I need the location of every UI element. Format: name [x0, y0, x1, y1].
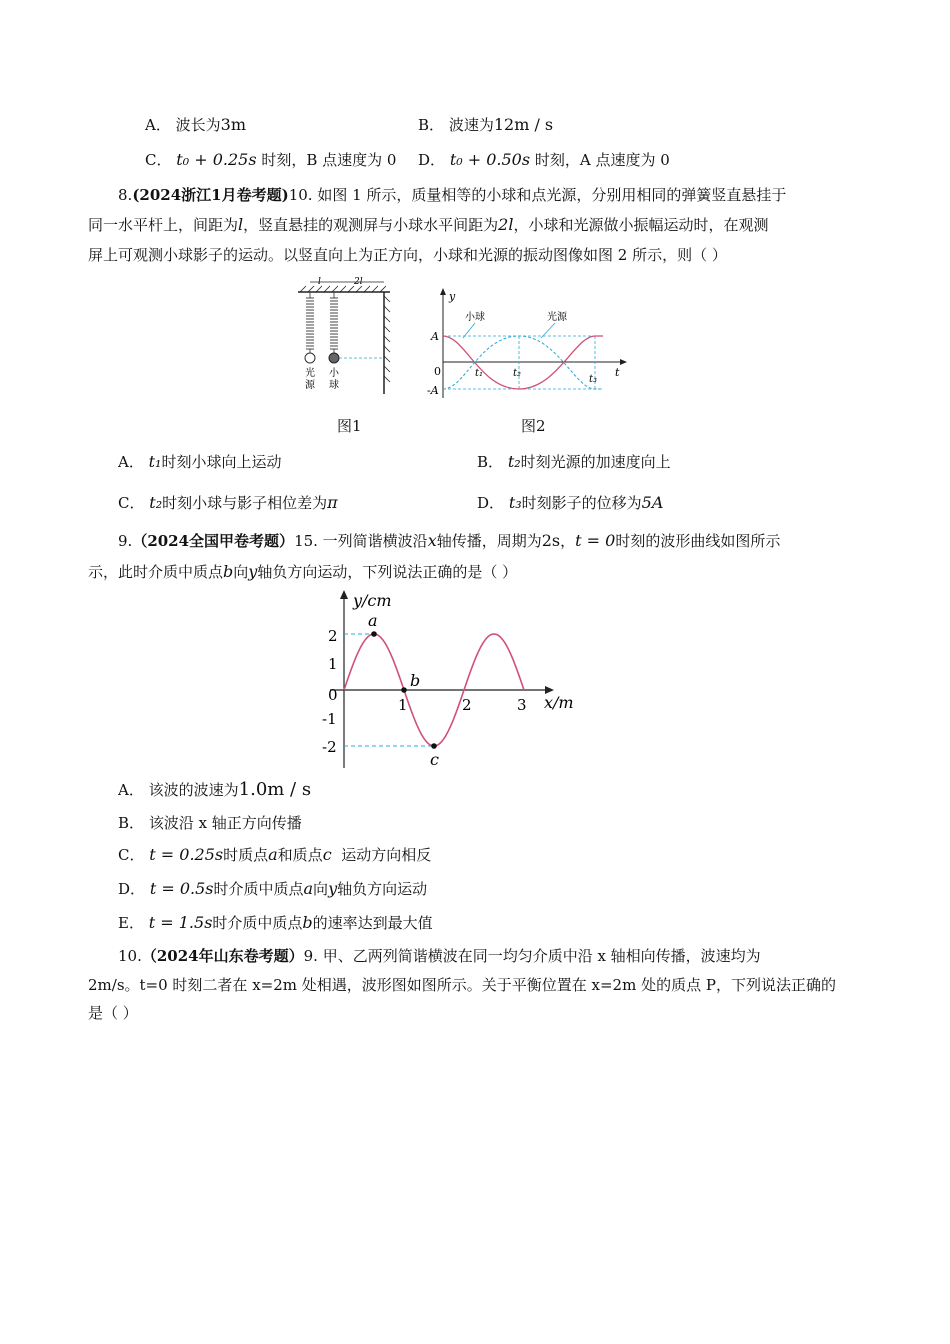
q9-option-c[interactable]	[118, 844, 431, 866]
x-tick-2: 2	[462, 696, 472, 714]
option-math: y	[328, 879, 338, 898]
option-text: 波长为	[175, 116, 221, 134]
option-text: 时质点	[223, 846, 269, 864]
t3-label: t₃	[589, 374, 598, 385]
option-label: A．	[118, 781, 144, 799]
question-source: （2024全国甲卷考题）	[132, 532, 295, 550]
stem-text: 是（ ）	[88, 1004, 138, 1022]
option-label: A．	[145, 116, 171, 134]
stem-text: 时刻的波形曲线如图所示	[615, 532, 781, 550]
spring-right	[330, 292, 338, 354]
caption-text: 图2	[521, 417, 546, 435]
question-number: 10.	[118, 947, 142, 965]
stem-math: b	[223, 562, 234, 581]
option-value: 1.0m / s	[238, 779, 312, 800]
option-text: 运动方向相反	[341, 846, 432, 864]
q9-option-b[interactable]	[118, 812, 302, 834]
point-a-label: a	[368, 611, 378, 630]
stem-text: 同一水平杆上，间距为	[88, 216, 239, 234]
q9-stem-line2	[88, 561, 517, 583]
stem-text: 向	[233, 563, 249, 581]
stem-math: y	[248, 562, 258, 581]
y-axis-label: y/cm	[353, 591, 392, 610]
ball-label-1: 小	[329, 368, 339, 379]
option-text: 时刻，A 点速度为 0	[534, 151, 670, 169]
q8-figure2-caption	[521, 415, 546, 437]
option-text: 时介质中质点	[212, 914, 303, 932]
y-tick-0: 0	[328, 686, 338, 704]
q8-figure-2	[425, 286, 635, 406]
option-text: 该波沿 x 轴正方向传播	[148, 814, 302, 832]
option-value: π	[327, 493, 338, 512]
x-tick-1: 1	[398, 696, 408, 714]
q9-option-a[interactable]	[118, 779, 311, 801]
stem-text: 轴传播，周期为	[436, 532, 542, 550]
option-text: 时刻，B 点速度为 0	[261, 151, 397, 169]
option-math: t₃	[508, 493, 522, 512]
light-label-1: 光	[305, 368, 315, 379]
option-math: a	[303, 879, 314, 898]
y-axis-label: y	[449, 290, 456, 303]
option-math: t₀ + 0.50s	[449, 150, 531, 169]
ball-circle	[329, 353, 339, 363]
neg-amplitude-label: -A	[427, 384, 439, 397]
option-math: c	[322, 845, 332, 864]
q7-option-a[interactable]	[145, 114, 246, 136]
y-tick-neg2: -2	[322, 738, 337, 756]
stem-math: x	[427, 531, 437, 550]
q7-option-c[interactable]	[145, 149, 396, 171]
point-b	[401, 687, 407, 693]
option-label: B．	[418, 116, 445, 134]
q10-stem-line3	[88, 1002, 138, 1024]
light-label-2: 源	[305, 380, 315, 391]
x-axis-label: x/m	[544, 693, 574, 712]
question-number: 9.	[118, 532, 133, 550]
q7-option-b[interactable]	[418, 114, 553, 136]
ball-curve-label: 小球	[465, 312, 485, 323]
y-tick-neg1: -1	[322, 710, 337, 728]
option-value: 3m	[220, 115, 246, 134]
question-source: (2024浙江1月卷考题)	[132, 186, 289, 204]
stem-text: ，	[560, 532, 576, 550]
option-text: 时刻影子的位移为	[521, 494, 642, 512]
q8-option-b[interactable]	[477, 451, 671, 473]
option-text: 时刻小球向上运动	[161, 453, 282, 471]
point-c	[431, 743, 437, 749]
amplitude-label: A	[431, 330, 439, 343]
stem-math: l	[238, 215, 244, 234]
option-text: 的速率达到最大值	[312, 914, 433, 932]
t-axis-label: t	[615, 366, 620, 379]
q7-option-d[interactable]	[418, 149, 670, 171]
q8-figure-1	[290, 276, 400, 401]
t1-label: t₁	[475, 368, 484, 379]
point-c-label: c	[430, 750, 439, 769]
stem-math: 2l	[498, 215, 514, 234]
q8-option-d[interactable]	[477, 492, 663, 514]
point-a	[371, 631, 377, 637]
q8-option-a[interactable]	[118, 451, 281, 473]
option-math: t = 0.5s	[149, 879, 214, 898]
dimension-l-label: l	[318, 277, 321, 287]
option-label: C．	[118, 846, 145, 864]
option-math: b	[302, 913, 313, 932]
stem-text: 2m/s。t=0 时刻二者在 x=2m 处相遇，波形图如图所示。关于平衡位置在 x=2m 处的质点 P，下列说法正确的	[88, 976, 836, 994]
origin-label: 0	[434, 365, 441, 378]
option-label: B．	[477, 453, 504, 471]
q10-stem-line1	[118, 945, 761, 967]
option-text: 时刻光源的加速度向上	[520, 453, 671, 471]
stem-math: t = 0	[575, 531, 616, 550]
option-value: 12m / s	[493, 115, 554, 134]
stem-text: 屏上可观测小球影子的运动。以竖直向上为正方向，小球和光源的振动图像如图 2 所示，则（ ）	[88, 246, 727, 264]
q9-option-e[interactable]	[118, 912, 433, 934]
stem-text: 15. 一列简谐横波沿	[294, 532, 428, 550]
option-label: D．	[477, 494, 505, 512]
stem-math: 2s	[541, 531, 561, 550]
option-math: t = 0.25s	[149, 845, 224, 864]
option-math: a	[268, 845, 278, 864]
option-text: 轴负方向运动	[337, 880, 428, 898]
stem-text: 9. 甲、乙两列简谐横波在同一均匀介质中沿 x 轴相向传播，波速均为	[303, 947, 761, 965]
stem-text: 轴负方向运动，下列说法正确的是（ ）	[257, 563, 518, 581]
q8-stem-line3	[88, 244, 727, 266]
light-source-circle	[305, 353, 315, 363]
option-text: 和质点	[277, 846, 323, 864]
stem-text: 示，此时介质中质点	[88, 563, 224, 581]
q8-figure1-caption	[337, 415, 362, 437]
y-tick-2: 2	[328, 627, 338, 645]
option-math: t₁	[148, 452, 162, 471]
option-label: C．	[145, 151, 172, 169]
stem-text: 10. 如图 1 所示，质量相等的小球和点光源，分别用相同的弹簧竖直悬挂于	[288, 186, 787, 204]
y-tick-1: 1	[328, 655, 338, 673]
option-text: 该波的波速为	[148, 781, 239, 799]
option-math: t = 1.5s	[148, 913, 213, 932]
q8-option-c[interactable]	[118, 492, 338, 514]
t2-label: t₂	[513, 368, 522, 379]
dimension-2l-label: 2l	[354, 277, 363, 287]
option-text: 向	[313, 880, 329, 898]
x-tick-3: 3	[517, 696, 527, 714]
option-math: t₂	[149, 493, 163, 512]
option-label: D．	[418, 151, 446, 169]
question-source: （2024年山东卷考题）	[141, 947, 304, 965]
q8-stem-line2	[88, 214, 768, 236]
stem-text: ，竖直悬挂的观测屏与小球水平间距为	[243, 216, 499, 234]
caption-text: 图1	[337, 417, 362, 435]
option-label: A．	[118, 453, 144, 471]
point-b-label: b	[410, 671, 421, 690]
q10-stem-line2	[88, 974, 836, 996]
option-text: 时刻小球与影子相位差为	[162, 494, 328, 512]
q9-wave-graph	[310, 588, 590, 773]
option-math: t₂	[507, 452, 521, 471]
option-label: C．	[118, 494, 145, 512]
option-value: 5A	[641, 493, 664, 512]
question-number: 8.	[118, 186, 133, 204]
stem-text: ，小球和光源做小振幅运动时，在观测	[513, 216, 769, 234]
q8-stem-line1	[118, 184, 786, 206]
option-text: 波速为	[448, 116, 494, 134]
option-math: t₀ + 0.25s	[176, 150, 257, 169]
q9-option-d[interactable]	[118, 878, 427, 900]
q9-stem-line1	[118, 530, 780, 552]
spring-left	[306, 292, 314, 354]
light-curve-label: 光源	[547, 312, 567, 323]
ball-label-2: 球	[329, 380, 339, 391]
option-text: 时介质中质点	[213, 880, 304, 898]
option-label: B．	[118, 814, 145, 832]
option-label: E．	[118, 914, 144, 932]
option-label: D．	[118, 880, 146, 898]
